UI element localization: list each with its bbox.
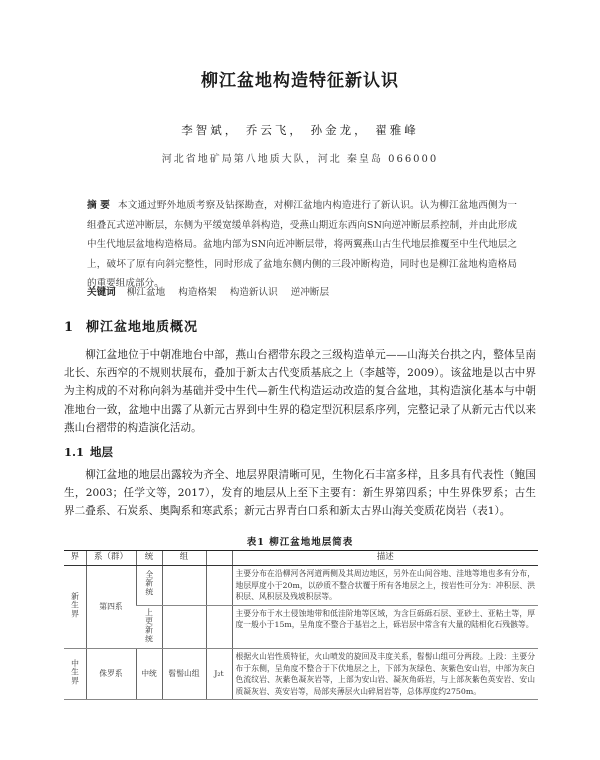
column-header: 描述 (232, 551, 538, 566)
section-number: 1 (64, 320, 75, 335)
subsection-heading (64, 444, 113, 460)
section-heading (64, 316, 534, 335)
paper-title: 柳江盆地构造特征新认识 (201, 71, 399, 91)
keywords (87, 286, 517, 300)
abstract-label: 摘 要 (87, 200, 110, 211)
table-caption: 表1 柳江盆地地层简表 (246, 537, 354, 548)
series-label: 上更新统 (144, 607, 154, 643)
section-title: 柳江盆地地质概况 (86, 320, 199, 335)
series-label: 全新统 (144, 570, 154, 597)
era-cell (64, 566, 86, 649)
symbol-cell (206, 605, 232, 649)
column-header: 界 (64, 551, 86, 566)
description-cell: 主要分布于水土侵蚀地带和低洼阶地等区域，为含巨砾砾石层、亚砂土、亚粘土等，厚度一般小于15m，呈角度不整合于基岩之上，砾岩层中常含有大量的陆相化石残骸等。 (232, 605, 538, 649)
description-cell: 根据火山岩性质特征，火山喷发的旋回及丰度关系，髫髻山组可分两段。上段：主要分布于东侧，呈角度不整合于下伏地层之上，下部为灰绿色、灰紫色安山岩，中部为灰白色流纹岩、灰紫色凝灰岩等，上部为安山岩、凝灰角砾岩，与上部灰紫色英安岩、安山质凝灰岩、英安岩等，局部夹薄层火山碎屑岩等，总体厚度约2750m。 (232, 649, 538, 700)
column-header: 统 (136, 551, 162, 566)
table-row (64, 566, 538, 606)
keywords-label: 关键词 (87, 287, 116, 298)
table-row (64, 605, 538, 649)
keyword: 柳江盆地 (126, 287, 166, 298)
description-cell: 主要分布在沿柳河各河道两侧及其周边地区，另外在山间谷地、洼地等地也多有分布，地层厚度小于20m，以砂质不整合状覆于所有各地层之上，按岩性可分为：冲积层、洪积层、风积层及残坡积层等。 (232, 566, 538, 606)
column-header: 系（群） (86, 551, 136, 566)
era-label: 中生界 (70, 659, 80, 686)
formation-cell (162, 605, 206, 649)
keyword: 构造新认识 (229, 287, 278, 298)
abstract-text: 本文通过野外地质考察及钻探勘查，对柳江盆地内构造进行了新认识。认为柳江盆地西侧为一组叠瓦式逆冲断层，东侧为平缓宽缓单斜构造，受燕山期近东西向SN向逆冲断层系控制，并由此形成中生代地层盆地构造格局。盆地内部为SN向近冲断层带，将两翼燕山古生代地层推覆至中生代地层之上，破坏了原有向斜完整性，同时形成了盆地东侧内侧的三段冲断构造，同时也是柳江盆地构造格局的重要组成部分。 (87, 200, 518, 289)
series-cell (136, 605, 162, 649)
abstract (87, 196, 517, 294)
subsection-title: 地层 (90, 445, 113, 459)
keyword: 逆冲断层 (290, 287, 330, 298)
strata-table (64, 550, 538, 700)
system-cell: 侏罗系 (86, 649, 136, 700)
era-label: 新生界 (70, 592, 80, 619)
keyword: 构造格架 (178, 287, 217, 298)
system-cell: 第四系 (86, 566, 136, 649)
series-cell: 中统 (136, 649, 162, 700)
series-cell (136, 566, 162, 606)
symbol-cell (206, 566, 232, 606)
section-paragraph: 柳江盆地位于中朝准地台中部，燕山台褶带东段之三级构造单元——山海关台拱之内，整体呈南北长、东西窄的不规则状展布，叠加于新太古代变质基底之上（李越等，2009）。该盆地是以古中界为主构成的不对称向斜为基础并受中生代—新生代构造运动改造的复合盆地，其构造演化基本与中朝准地台一致，盆地中出露了从新元古界到中生界的稳定型沉积层系序列，完整记录了从新元古代以来燕山台褶带的构造演化活动。 (64, 349, 536, 434)
symbol-cell: J₂t (206, 649, 232, 700)
subsection-paragraph: 柳江盆地的地层出露较为齐全、地层界限清晰可见，生物化石丰富多样，且多具有代表性（鲍国生，2003；任学文等，2017），发育的地层从上至下主要有：新生界第四系；中生界侏罗系；古生界二叠系、石炭系、奥陶系和寒武系；新元古界青白口系和新太古界山海关变质花岗岩（表1）。 (64, 469, 536, 518)
column-header: 组 (162, 551, 206, 566)
author-list: 李智斌， 乔云飞， 孙金龙， 翟雅峰 (181, 123, 419, 137)
subsection-number: 1.1 (64, 445, 85, 459)
formation-cell: 髫髻山组 (162, 649, 206, 700)
column-header (206, 551, 232, 566)
affiliation: 河北省地矿局第八地质大队，河北 秦皇岛 066000 (161, 154, 439, 165)
era-cell (64, 649, 86, 700)
table-header-row (64, 551, 538, 566)
formation-cell (162, 566, 206, 606)
table-row (64, 649, 538, 700)
